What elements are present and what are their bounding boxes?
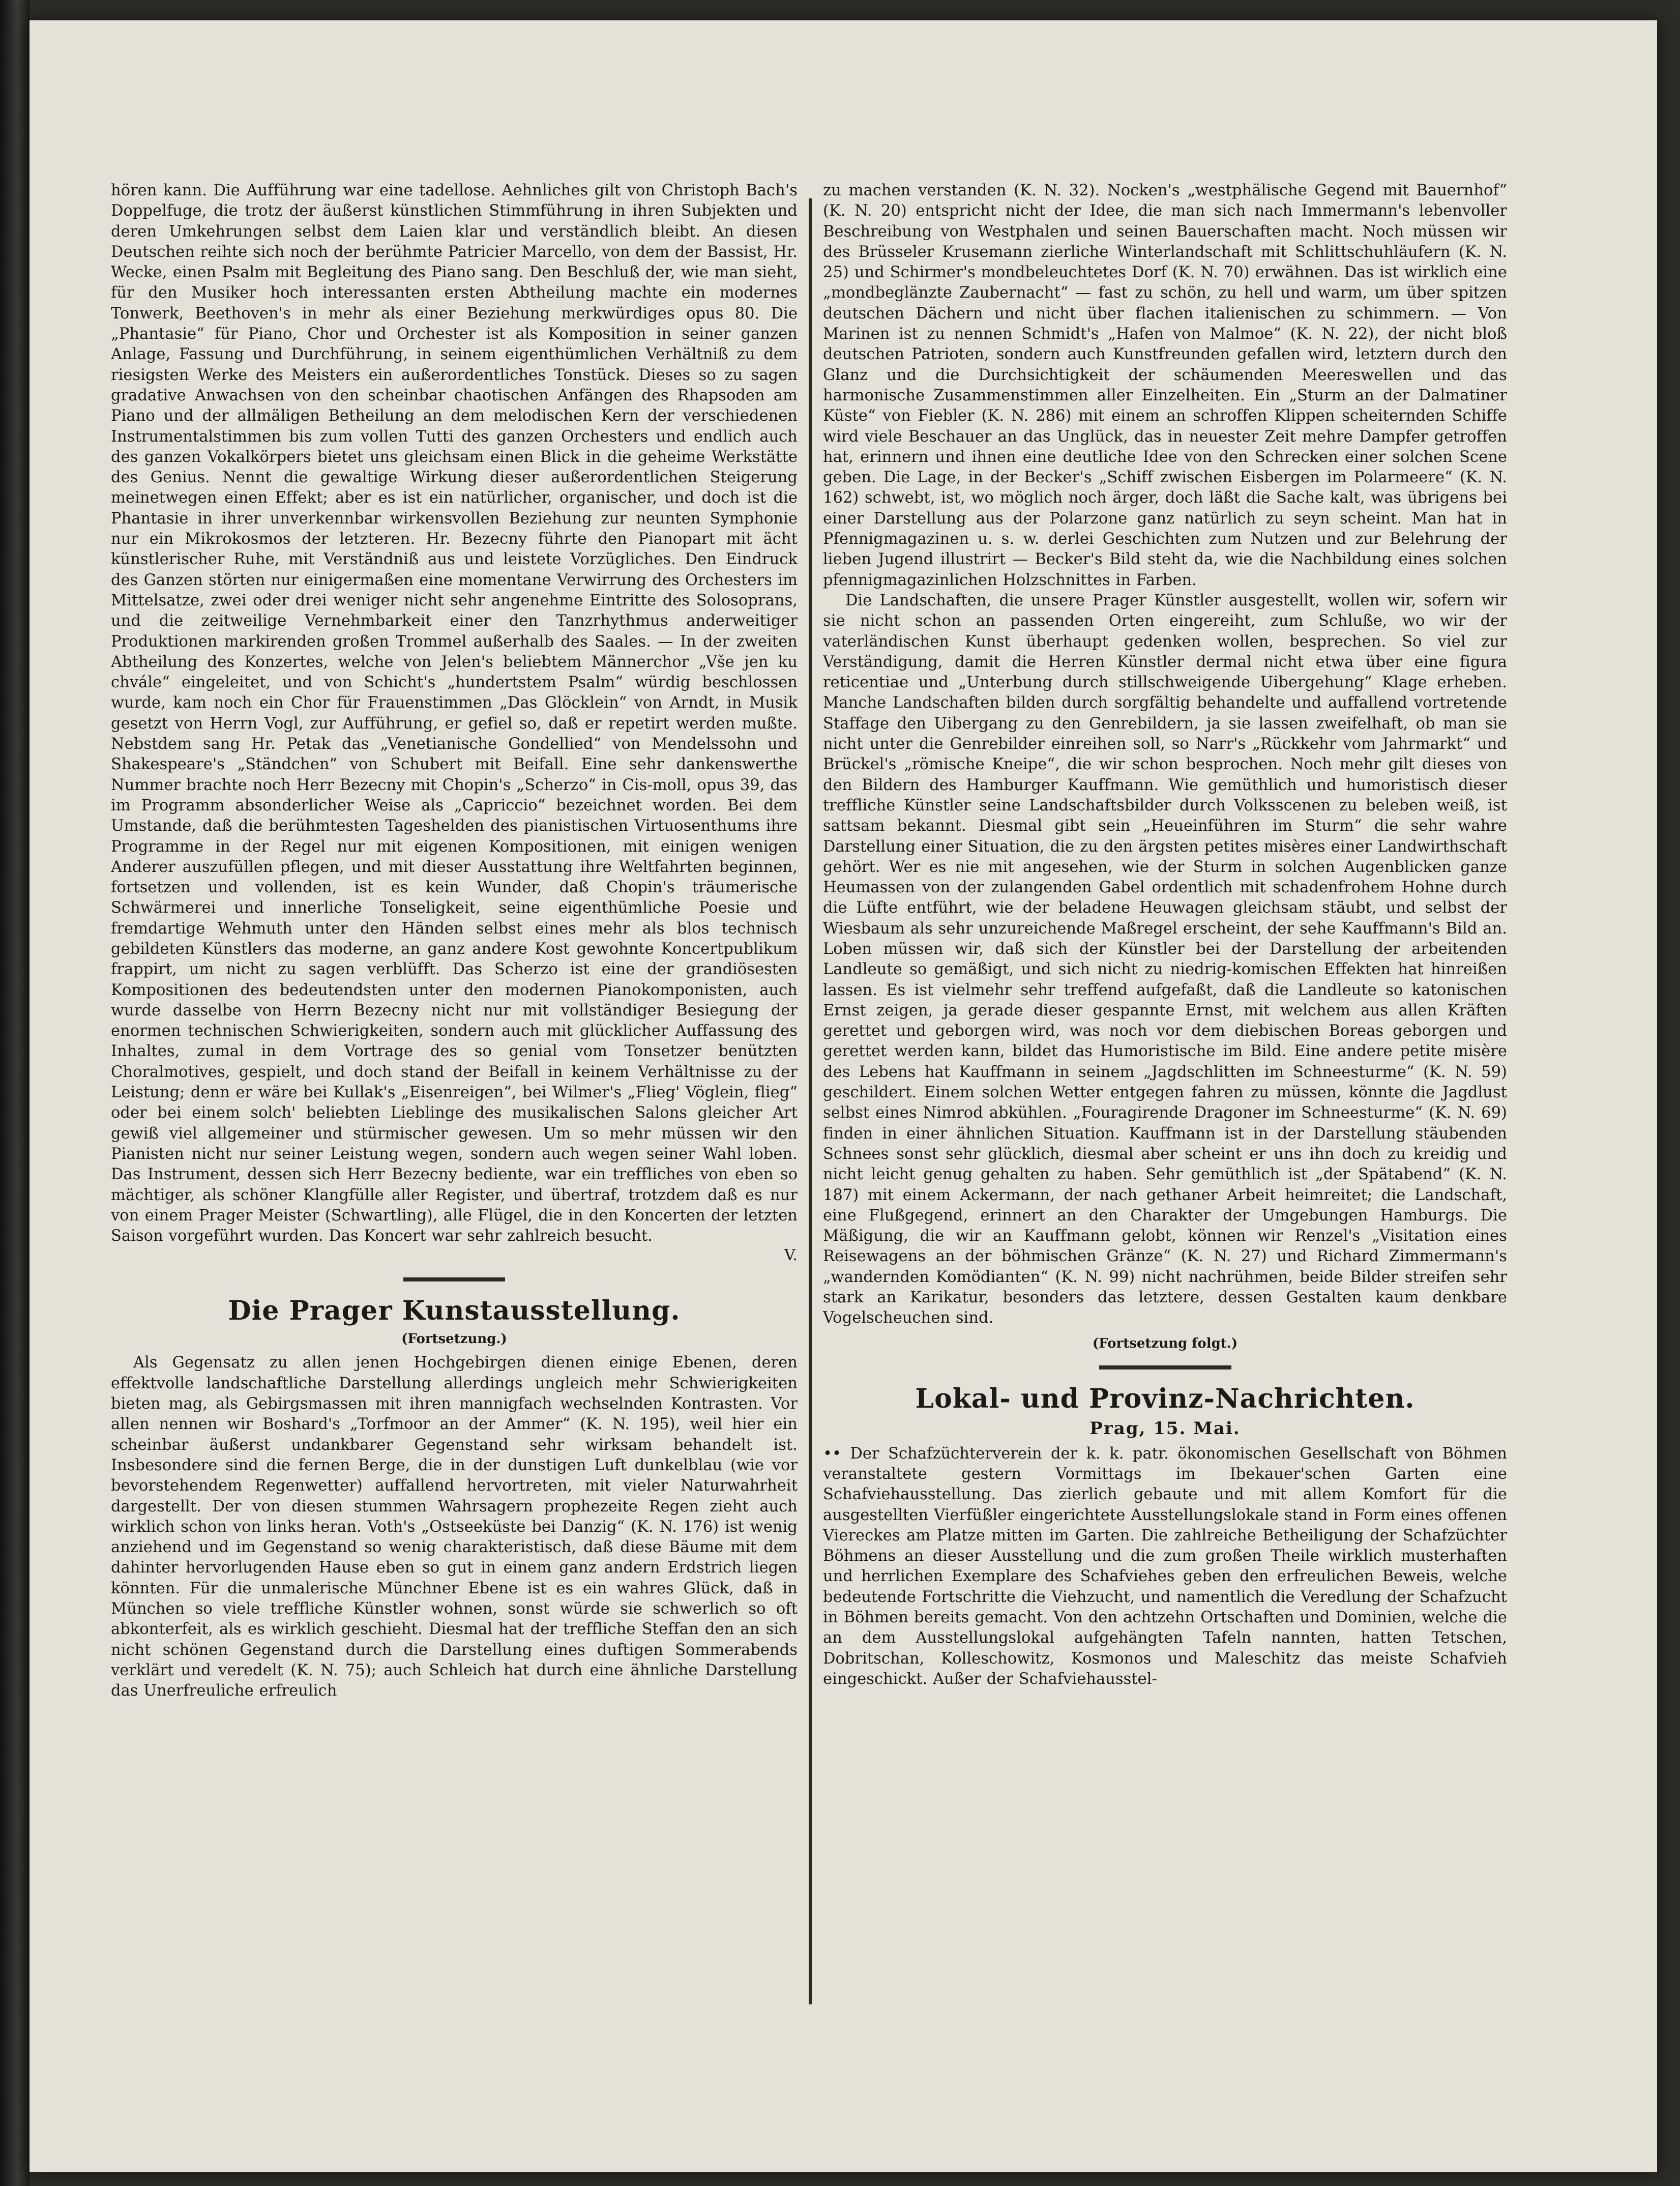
section-rule-2 (1099, 1365, 1231, 1369)
article-headline-kunstausstellung: Die Prager Kunstausstellung. (228, 1295, 681, 1327)
concert-review-text: hören kann. Die Aufführung war eine tadellose. Aehnliches gilt von Christoph Bach's Doppelfuge, die trotz der äußerst künstlichen Stimmführung in ihren Subjekten und deren Umkehrungen selbst dem Laien klar und verständlich bleibt. An diesen Deutschen reihte sich noch der berühmte Patricier Marcello, von dem der Bassist, Hr. Wecke, einen Psalm mit Begleitung des Piano sang. Den Beschluß der, wie man sieht, für den Musiker hoch interessanten ersten Abtheilung machte ein modernes Tonwerk, Beethoven's in mehr als einer Beziehung merkwürdiges opus 80. Die „Phantasie“ für Piano, Chor und Orchester ist als Komposition in seiner ganzen Anlage, Fassung und Durchführung, in seinem eigenthümlichen Verhältniß zu dem riesigsten Werke des Meisters ein außerordentliches Tonstück. Dieses so zu sagen gradative Anwachsen von den scheinbar chaotischen Anfängen des Rhapsoden am Piano und der allmäligen Betheilung an dem melodischen Kern der verschiedenen Instrumentalstimmen bis zum vollen Tutti des ganzen Orchesters und endlich auch des ganzen Vokalkörpers bietet uns gleichsam einen Blick in die geheime Werkstätte des Genius. Nennt die gewaltige Wirkung dieser außerordentlichen Steigerung meinetwegen einen Effekt; aber es ist ein natürlicher, organischer, und doch ist die Phantasie in ihrer unverkennbar wirkensvollen Beziehung zur neunten Symphonie nur ein Mikrokosmos der letzteren. Hr. Bezecny führte den Pianopart mit ächt künstlerischer Ruhe, mit Verständniß aus und leistete Vorzügliches. Den Eindruck des Ganzen störten nur einigermaßen eine momentane Verwirrung des Orchesters im Mittelsatze, zwei oder drei weniger nicht sehr angenehme Eintritte des Solosoprans, und die zeitweilige Vernehmbarkeit einer den Tanzrhythmus anderweitiger Produktionen markirenden großen Trommel außerhalb des Saales. — In der zweiten Abtheilung des Konzertes, welche von Jelen's beliebtem Männerchor „Vše jen ku chvále“ eingeleitet, und von Schicht's „hundertstem Psalm“ würdig beschlossen wurde, kam noch ein Chor für Frauenstimmen „Das Glöcklein“ von Arndt, in Musik gesetzt von Herrn Vogl, zur Aufführung, er gefiel so, daß er repetirt werden mußte. Nebstdem sang Hr. Petak das „Venetianische Gondellied“ von Mendelssohn und Shakespeare's „Ständchen“ von Schubert mit Beifall. Eine sehr dankenswerthe Nummer brachte noch Herr Bezecny mit Chopin's „Scherzo“ in Cis-moll, opus 39, das im Programm absonderlicher Weise als „Capriccio“ bezeichnet worden. Bei dem Umstande, daß die berühmtesten Tageshelden des pianistischen Virtuosenthums ihre Programme in der Regel nur mit eigenen Kompositionen, mit einigen wenigen Anderer auszufüllen pflegen, und mit dieser Ausstattung ihre Weltfahrten beginnen, fortsetzen und vollenden, ist es kein Wunder, daß Chopin's träumerische Schwärmerei und innerliche Tonseligkeit, seine eigenthümliche Poesie und fremdartige Wehmuth unter den Händen selbst eines mehr als blos technisch gebildeten Künstlers das moderne, an ganz andere Kost gewohnte Koncertpublikum frappirt, um nicht zu sagen verblüfft. Das Scherzo ist eine der grandiösesten Kompositionen des bedeutendsten unter den modernen Pianokomponisten, auch wurde dasselbe von Herrn Bezecny nicht nur mit vollständiger Besiegung der enormen technischen Schwierigkeiten, sondern auch mit glücklicher Auffassung des Inhaltes, zumal in dem Vortrage des so genial vom Tonsetzer benützten Choralmotives, gespielt, und doch stand der Beifall in keinem Verhältnisse zu der Leistung; denn er wäre bei Kullak's „Eisenreigen“, bei Wilmer's „Flieg' Vöglein, flieg“ oder bei einem solch' beliebten Lieblinge des musikalischen Salons gleicher Art gewiß viel allgemeiner und stürmischer gewesen. Um so mehr müssen wir den Pianisten nicht nur seiner Leistung wegen, sondern auch wegen seiner Wahl loben. Das Instrument, dessen sich Herr Bezecny bediente, war ein treffliches von eben so mächtiger, als schöner Klangfülle aller Register, und übertraf, trotzdem daß es nur von einem Prager Meister (Schwartling), alle Flügel, die in den Koncerten der letzten Saison vorgeführt wurden. Das Koncert war sehr zahlreich besucht. (111, 182, 798, 1245)
review-signature: V. (784, 1246, 798, 1265)
right-column (823, 181, 1507, 2022)
book-spine (0, 0, 30, 2186)
article-subhead: (Fortsetzung.) (401, 1331, 507, 1347)
continuation-note: (Fortsetzung folgt.) (1092, 1335, 1238, 1351)
section-rule (403, 1277, 505, 1281)
exhibition-text-part2: zu machen verstanden (K. N. 32). Nocken's „westphälische Gegend mit Bauernhof“ (K. N. 20) entspricht nicht der Idee, die man sich nach Immermann's lebenvoller Beschreibung von Westphalen und seinen Bauerschaften macht. Noch müssen wir des Brüsseler Krusemann zierliche Winterlandschaft mit Schlittschuhläufern (K. N. 25) und Schirmer's mondbeleuchtetes Dorf (K. N. 70) erwähnen. Das ist wirklich eine „mondbeglänzte Zaubernacht“ — fast zu schön, zu hell und warm, um über spitzen deutschen Dächern und nicht über flachen italienischen zu schimmern. — Von Marinen ist zu nennen Schmidt's „Hafen von Malmoe“ (K. N. 22), der nicht bloß deutschen Patrioten, sondern auch Kunstfreunden gefallen wird, letztern durch den Glanz und die Durchsichtigkeit der schäumenden Meereswellen und das harmonische Zusammenstimmen aller Einzelheiten. Ein „Sturm an der Dalmatiner Küste“ von Fiebler (K. N. 286) mit einem an schroffen Klippen scheiternden Schiffe wird viele Beschauer an das Unglück, das in neuester Zeit mehre Dampfer getroffen hat, erinnern und ihnen eine deutliche Idee von den Schrecken einer solchen Scene geben. Die Lage, in der Becker's „Schiff zwischen Eisbergen im Polarmeere“ (K. N. 162) schwebt, ist, wo möglich noch ärger, doch läßt die Sache kalt, was übrigens bei einer Darstellung aus der Polarzone ganz natürlich zu seyn scheint. Man hat in Pfennigmagazinen u. s. w. derlei Geschichten zum Nutzen und zur Belehrung der lieben Jugend illustrirt — Becker's Bild steht da, wie die Nachbildung eines solchen pfennigmagazinlichen Holzschnittes in Farben. (823, 182, 1507, 589)
newspaper-page (30, 20, 1657, 2172)
dateline: Prag, 15. Mai. (1089, 1418, 1241, 1439)
article-headline-lokal: Lokal- und Provinz-Nachrichten. (915, 1383, 1415, 1414)
column-divider (809, 198, 812, 2004)
exhibition-text-part3: Die Landschaften, die unsere Prager Künstler ausgestellt, wollen wir, sofern wir sie nicht schon an passenden Orten eingereiht, zum Schluße, wo wir der vaterländischen Kunst überhaupt gedenken wollen, besprechen. So viel zur Verständigung, damit die Herren Künstler dermal nicht etwa über eine figura reticentiae und „Unterbung durch stillschweigende Uibergehung“ Klage erheben. Manche Landschaften bilden durch sorgfältig behandelte und auffallend vortretende Staffage den Uibergang zu den Genrebildern, ja sie lassen zweifelhaft, ob man sie nicht unter die Genrebilder einreihen soll, so Narr's „Rückkehr vom Jahrmarkt“ und Brückel's „römische Kneipe“, die wir schon besprochen. Noch mehr gilt dieses von den Bildern des Hamburger Kauffmann. Wie gemüthlich und humoristisch dieser treffliche Künstler seine Landschaftsbilder durch Volksscenen zu beleben weiß, ist sattsam bekannt. Diesmal gibt sein „Heueinführen im Sturm“ die sehr wahre Darstellung einer Situation, die zu den ärgsten petites misères einer Landwirthschaft gehört. Wer es nie mit angesehen, wie der Sturm in solchen Augenblicken ganze Heumassen von der zulangenden Gabel ordentlich mit schadenfrohem Hohne durch die Lüfte entführt, wie der beladene Heuwagen gleichsam stäubt, und selbst der Wiesbaum als sehr unzureichende Maßregel erscheint, der sehe Kauffmann's Bild an. Loben müssen wir, daß sich der Künstler bei der Darstellung der arbeitenden Landleute so gemäßigt, und sich nicht zu niedrig-komischen Effekten hat hinreißen lassen. Es ist vielmehr sehr treffend aufgefaßt, daß die Landleute so katonischen Ernst zeigen, ja gerade dieser gespannte Ernst, mit welchem aus allen Kräften gerettet und geborgen wird, was noch vor dem diebischen Boreas geborgen und gerettet werden kann, bildet das Humoristische im Bild. Eine andere petite misère des Lebens hat Kauffmann in seinem „Jagdschlitten im Schneesturme“ (K. N. 59) geschildert. Einem solchen Wetter entgegen fahren zu müssen, könnte die Jagdlust selbst eines Nimrod abkühlen. „Fouragirende Dragoner im Schneesturme“ (K. N. 69) finden in einer ähnlichen Situation. Kauffmann ist in der Darstellung stäubenden Schnees sonst sehr glücklich, diesmal aber scheint er uns ihn doch zu kreidig und nicht leicht genug gehalten zu haben. Sehr gemüthlich ist „der Spätabend“ (K. N. 187) mit einem Ackermann, der nach gethaner Arbeit heimreitet; die Landschaft, eine Flußgegend, erinnert an den Charakter der Umgebungen Hamburgs. Die Mäßigung, die wir an Kauffmann gelobt, können wir Renzel's „Visitation eines Reisewagens an der böhmischen Gränze“ (K. N. 27) und Richard Zimmermann's „wandernden Komödianten“ (K. N. 99) nicht nachrühmen, beide Bilder streifen sehr stark an Karikatur, besonders das letztere, dessen Gestalten kaum denkbare Vogelscheuchen sind. (823, 591, 1507, 1327)
local-news-text: •• Der Schafzüchterverein der k. k. patr. ökonomischen Gesellschaft von Böhmen veranstaltete gestern Vormittags im Ibekauer'schen Garten eine Schafviehausstellung. Das zierlich gebaute und mit allem Komfort für die ausgestellten Vierfüßler eingerichtete Ausstellungslokale stand in Form eines offenen Viereckes am Platze mitten im Garten. Die zahlreiche Betheiligung der Schafzüchter Böhmens an dieser Ausstellung und die zum großen Theile wirklich musterhaften und herrlichen Exemplare des Schafviehes geben den erfreulichen Beweis, welche bedeutende Fortschritte die Viehzucht, und namentlich die Veredlung der Schafzucht in Böhmen bereits gemacht. Von den achtzehn Ortschaften und Dominien, welche die an dem Ausstellungslokal aufgehängten Tafeln nannten, hatten Tetschen, Dobritschan, Kolleschowitz, Kosmonos und Maleschitz das meiste Schafvieh eingeschickt. Außer der Schafviehausstel- (823, 1444, 1507, 1688)
exhibition-text-part1: Als Gegensatz zu allen jenen Hochgebirgen dienen einige Ebenen, deren effektvolle landschaftliche Darstellung allerdings ungleich mehr Schwierigkeiten bieten mag, als Gebirgsmassen mit ihren mannigfach wechselnden Kontrasten. Vor allen nennen wir Boshard's „Torfmoor an der Ammer“ (K. N. 195), weil hier ein scheinbar äußerst undankbarer Gegenstand sehr wirksam behandelt ist. Insbesondere sind die fernen Berge, die in der dunstigen Luft dunkelblau (wie vor bevorstehendem Regenwetter) auffallend hervortreten, mit vieler Naturwahrheit dargestellt. Der von diesen stummen Wahrsagern prophezeite Regen zieht auch wirklich schon von links heran. Voth's „Ostseeküste bei Danzig“ (K. N. 176) ist wenig anziehend und im Gegenstand so wenig charakteristisch, daß diese Bäume mit dem dahinter hervorlugenden Hause eben so gut in einem ganz andern Erdstrich liegen könnten. Für die unmalerische Münchner Ebene ist es ein wahres Glück, daß in München so viele treffliche Künstler wohnen, sonst würde sie schwerlich so oft abkonterfeit, als es wirklich geschieht. Diesmal hat der treffliche Steffan den an sich nicht schönen Gegenstand durch die Darstellung eines duftigen Sommerabends verklärt und veredelt (K. N. 75); auch Schleich hat durch eine ähnliche Darstellung das Unerfreuliche erfreulich (111, 1354, 798, 1700)
left-column (111, 181, 798, 2022)
